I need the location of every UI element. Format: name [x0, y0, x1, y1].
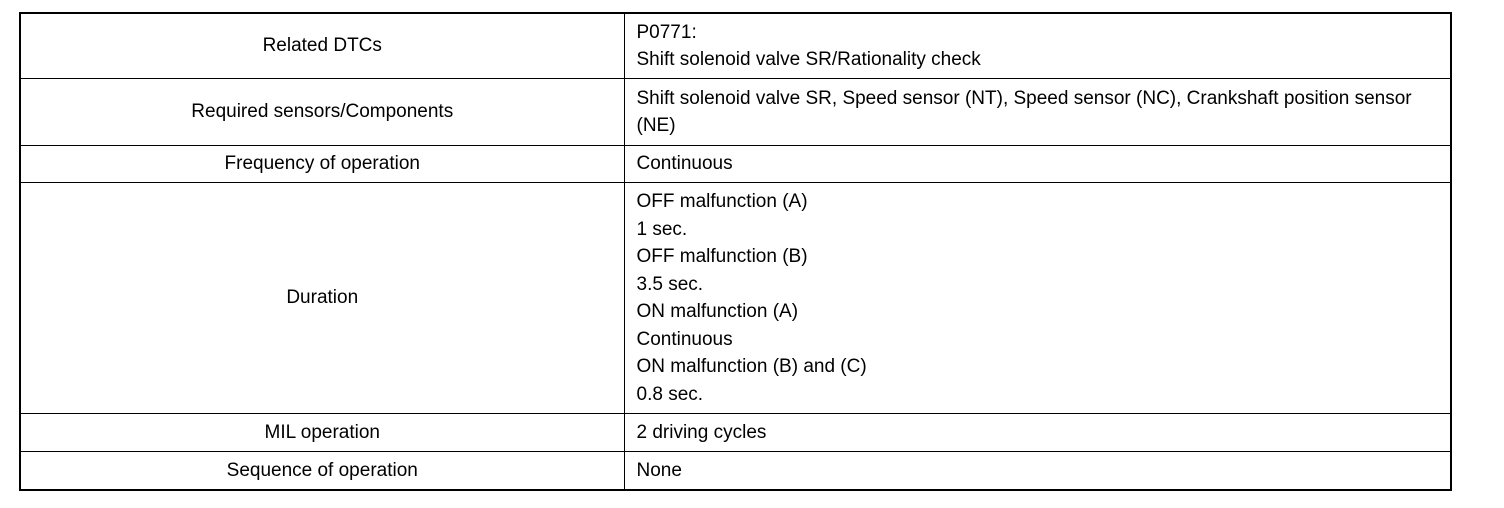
row-value: 2 driving cycles [624, 414, 1451, 452]
row-value: Continuous [624, 146, 1451, 183]
duration-line: Continuous [636, 328, 733, 350]
duration-line: 3.5 sec. [636, 273, 704, 295]
row-value [624, 13, 1451, 79]
table-row-related-dtcs [20, 13, 1451, 79]
row-label: Required sensors/Components [20, 79, 624, 146]
row-value: Shift solenoid valve SR, Speed sensor (NT), Speed sensor (NC), Crankshaft position sensor (NE) [624, 79, 1451, 146]
row-label: MIL operation [20, 414, 624, 452]
duration-line: OFF malfunction (B) [636, 246, 808, 267]
table-row-frequency [20, 146, 1451, 183]
row-value: None [624, 452, 1451, 491]
monitor-spec-table [19, 12, 1452, 491]
row-value [624, 183, 1451, 414]
dtc-code: P0771: [636, 21, 697, 43]
duration-line: 1 sec. [636, 218, 688, 240]
duration-line: ON malfunction (B) and (C) [636, 356, 867, 377]
duration-line: ON malfunction (A) [636, 301, 799, 322]
table-row-sequence [20, 452, 1451, 491]
row-label: Frequency of operation [20, 146, 624, 183]
dtc-description: Shift solenoid valve SR/Rationality check [636, 49, 981, 70]
row-label: Sequence of operation [20, 452, 624, 491]
duration-line: 0.8 sec. [636, 383, 704, 405]
table-row-duration [20, 183, 1451, 414]
row-label: Related DTCs [20, 13, 624, 79]
table-row-required-sensors [20, 79, 1451, 146]
row-label: Duration [20, 183, 624, 414]
table-row-mil-operation [20, 414, 1451, 452]
duration-line: OFF malfunction (A) [636, 191, 808, 212]
